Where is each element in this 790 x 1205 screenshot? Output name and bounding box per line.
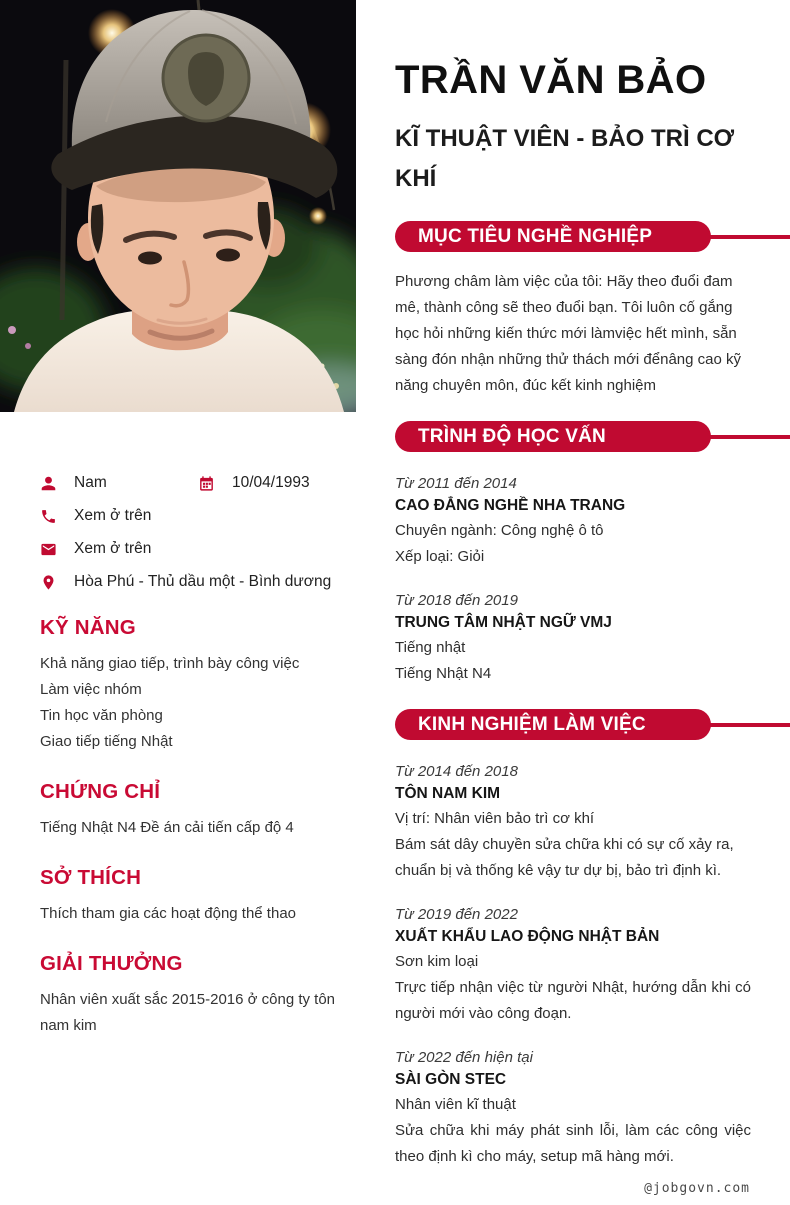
left-column <box>40 474 362 1039</box>
awards-section <box>40 952 362 1039</box>
education-detail: Tiếng Nhật N4 <box>395 665 492 682</box>
experience-period: Từ 2022 đến hiện tại <box>395 1049 533 1066</box>
email-value: Xem ở trên <box>74 540 152 557</box>
contact-row-phone <box>40 507 362 525</box>
address-value: Hòa Phú - Thủ dầu một - Bình dương <box>74 573 332 590</box>
education-section-header <box>395 421 751 452</box>
hobbies-heading: SỞ THÍCH <box>40 866 142 889</box>
education-pill: TRÌNH ĐỘ HỌC VẤN <box>395 421 711 452</box>
right-column <box>395 58 751 1186</box>
objective-section-header <box>395 221 751 252</box>
section-divider-line <box>693 235 790 239</box>
experience-detail: Trực tiếp nhận việc từ người Nhật, hướng dẫn khi có người mới vào công đoạn. <box>395 979 751 1022</box>
skills-heading: KỸ NĂNG <box>40 616 136 639</box>
certificate-item: Tiếng Nhật N4 Đề án cải tiến cấp độ 4 <box>40 819 294 836</box>
skill-item: Khả năng giao tiếp, trình bày công việc <box>40 655 300 672</box>
skills-section <box>40 616 362 755</box>
experience-detail: Vị trí: Nhân viên bảo trì cơ khí <box>395 810 595 827</box>
education-school: CAO ĐẲNG NGHỀ NHA TRANG <box>395 497 626 514</box>
profile-photo-illustration <box>0 0 356 412</box>
phone-value: Xem ở trên <box>74 507 152 524</box>
certificates-section <box>40 780 362 841</box>
education-entry <box>395 469 751 570</box>
dob-field <box>198 474 310 492</box>
gender-field <box>40 474 198 492</box>
experience-company: TÔN NAM KIM <box>395 785 501 802</box>
experience-entry <box>395 757 751 884</box>
watermark: @jobgovn.com <box>644 1181 750 1196</box>
education-detail: Tiếng nhật <box>395 639 466 656</box>
experience-entry <box>395 900 751 1027</box>
education-school: TRUNG TÂM NHẬT NGỮ VMJ <box>395 614 612 631</box>
section-divider-line <box>693 435 790 439</box>
skill-item: Giao tiếp tiếng Nhật <box>40 733 173 750</box>
experience-period: Từ 2019 đến 2022 <box>395 906 518 923</box>
education-detail: Xếp loại: Giỏi <box>395 548 485 565</box>
experience-detail: Nhân viên kĩ thuật <box>395 1096 516 1113</box>
job-title: KĨ THUẬT VIÊN - BẢO TRÌ CƠ KHÍ <box>395 125 735 192</box>
contact-row-address <box>40 573 362 591</box>
experience-pill: KINH NGHIỆM LÀM VIỆC <box>395 709 711 740</box>
calendar-icon <box>198 475 215 492</box>
experience-section-header <box>395 709 751 740</box>
location-pin-icon <box>40 574 57 591</box>
education-period: Từ 2011 đến 2014 <box>395 475 517 492</box>
education-entry <box>395 586 751 687</box>
envelope-icon <box>40 541 57 558</box>
section-divider-line <box>693 723 790 727</box>
full-name: TRẦN VĂN BẢO <box>395 58 707 102</box>
skill-item: Tin học văn phòng <box>40 707 163 724</box>
experience-entry <box>395 1043 751 1170</box>
hobby-item: Thích tham gia các hoạt động thể thao <box>40 905 297 922</box>
skill-item: Làm việc nhóm <box>40 681 142 698</box>
experience-company: SÀI GÒN STEC <box>395 1071 507 1088</box>
experience-detail: Sửa chữa khi máy phát sinh lỗi, làm các công việc theo định kì cho máy, setup mã hàng mới. <box>395 1122 751 1165</box>
contact-row-email <box>40 540 362 558</box>
phone-icon <box>40 508 57 525</box>
experience-company: XUẤT KHẨU LAO ĐỘNG NHẬT BẢN <box>395 928 660 945</box>
dob-value: 10/04/1993 <box>232 474 310 491</box>
education-detail: Chuyên ngành: Công nghệ ô tô <box>395 522 604 539</box>
objective-text: Phương châm làm việc của tôi: Hãy theo đuổi đam mê, thành công sẽ theo đuổi bạn. Tôi luôn cố gắng học hỏi những kiến thức mới làmviệc hết mình, sẵn sàng đón nhận những thử thách mới đểnâng cao kỹ năng chuyên môn, đúc kết kinh nghiệm <box>395 273 741 394</box>
experience-detail: Sơn kim loại <box>395 953 479 970</box>
awards-heading: GIẢI THƯỞNG <box>40 952 183 975</box>
award-item: Nhân viên xuất sắc 2015-2016 ở công ty tôn nam kim <box>40 991 336 1034</box>
hobbies-section <box>40 866 362 927</box>
experience-period: Từ 2014 đến 2018 <box>395 763 518 780</box>
education-period: Từ 2018 đến 2019 <box>395 592 518 609</box>
profile-photo <box>0 0 356 412</box>
contact-row-1 <box>40 474 362 492</box>
certificates-heading: CHỨNG CHỈ <box>40 780 161 803</box>
experience-detail: Bám sát dây chuyền sửa chữa khi có sự cố xảy ra, chuẩn bị và thống kê vậy tư dự bị, bảo trì định kì. <box>395 836 734 879</box>
objective-pill: MỤC TIÊU NGHỀ NGHIỆP <box>395 221 711 252</box>
contact-info <box>40 474 362 591</box>
person-icon <box>40 475 57 492</box>
gender-value: Nam <box>74 474 107 491</box>
